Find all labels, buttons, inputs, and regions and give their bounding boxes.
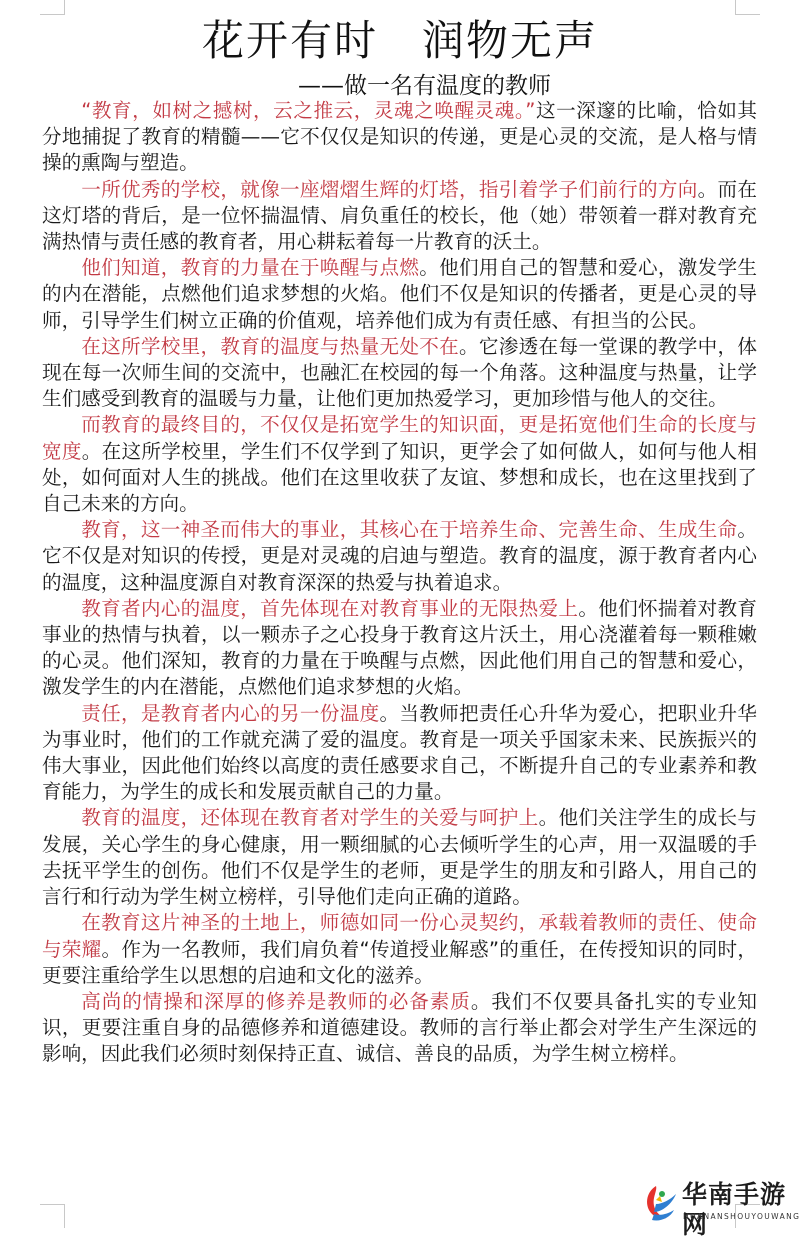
paragraph-lead: 在这所学校里，教育的温度与热量无处不在 (81, 334, 460, 358)
paragraph-text: 。在这所学校里，学生们不仅学到了知识，更学会了如何做人，如何与他人相处，如何面对人生的挑战。他们在这里收获了友谊、梦想和成长，也在这里找到了自己未来的方向。 (42, 439, 758, 516)
paragraph-text: 。当教师把责任心升华为爱心，把职业升华为事业时，他们的工作就充满了爱的温度。教育是一项关乎国家未来、民族振兴的伟大事业，因此他们始终以高度的责任感要求自己，不断提升自己的专业素养和教育能力，为学生的成长和发展贡献自己的力量。 (42, 701, 757, 804)
paragraph-text: 。而在这灯塔的背后，是一位怀揣温情、肩负重任的校长，他（她）带领着一群对教育充满热情与责任感的教育者，用心耕耘着每一片教育的沃土。 (42, 177, 758, 254)
paragraph (42, 910, 757, 989)
paragraph-lead: 教育的温度，还体现在教育者对学生的关爱与呵护上 (81, 806, 539, 830)
paragraph (42, 596, 757, 701)
crop-mark-top-left (40, 0, 65, 15)
watermark-pinyin: HUANANSHOUYOUWANG (683, 1212, 800, 1221)
paragraph-text: 。他们用自己的智慧和爱心，激发学生的内在潜能，点燃他们追求梦想的火焰。他们不仅是知识的传播者，更是心灵的导师，引导学生们树立正确的价值观，培养他们成为有责任感、有担当的公民。 (42, 256, 758, 332)
paragraph-lead: 一所优秀的学校，就像一座熠熠生辉的灯塔，指引着学子们前行的方向 (81, 177, 698, 201)
paragraph-text: 这一深邃的比喻，恰如其分地捕捉了教育的精髓——它不仅仅是知识的传递，更是心灵的交流，是人格与情操的熏陶与塑造。 (42, 99, 757, 175)
title-part-2: 润物无声 (422, 16, 599, 65)
paragraph-text: 。他们关注学生的成长与发展，关心学生的身心健康，用一颗细腻的心去倾听学生的心声，用一双温暖的手去抚平学生的创伤。他们不仅是学生的老师，更是学生的朋友和引路人，用自己的言行和行动为学生树立榜样，引导他们走向正确的道路。 (42, 806, 758, 909)
crop-mark-top-right (735, 0, 760, 15)
paragraph (42, 517, 757, 596)
paragraph-lead: 教育者内心的温度，首先体现在对教育事业的无限热爱上 (81, 596, 579, 620)
paragraph-text: 。他们怀揣着对教育事业的热情与执着，以一颗赤子之心投身于教育这片沃土，用心浇灌着每一颗稚嫩的心灵。他们深知，教育的力量在于唤醒与点燃，因此他们用自己的智慧和爱心，激发学生的内在潜能，点燃他们追求梦想的火焰。 (42, 596, 758, 699)
document-subtitle: ——做一名有温度的教师 (298, 73, 551, 99)
paragraph (42, 989, 757, 1068)
document-title (0, 14, 800, 68)
paragraph-lead: 高尚的情操和深厚的修养是教师的必备素质 (81, 989, 471, 1013)
swoosh-logo-icon (642, 1182, 678, 1222)
paragraph-lead: “教育，如树之撼树，云之推云，灵魂之唤醒灵魂。” (81, 99, 536, 122)
paragraph-lead: 他们知道，教育的力量在于唤醒与点燃 (81, 256, 420, 280)
paragraph-text: 。它不仅是对知识的传授，更是对灵魂的启迪与塑造。教育的温度，源于教育者内心的温度，这种温度源自对教育深深的热爱与执着追求。 (42, 518, 757, 594)
paragraph (42, 805, 757, 910)
paragraph-text: 。我们不仅要具备扎实的专业知识，更要注重自身的品德修养和道德建设。教师的言行举止都会对学生产生深远的影响，因此我们必须时刻保持正直、诚信、善良的品质，为学生树立榜样。 (42, 989, 758, 1066)
paragraph (42, 255, 757, 334)
crop-mark-bottom-left (40, 1204, 65, 1228)
paragraph (42, 98, 757, 177)
paragraph (42, 177, 757, 256)
watermark-logo (642, 1180, 800, 1239)
paragraph (42, 334, 757, 413)
paragraph-lead: 而教育的最终目的，不仅仅是拓宽学生的知识面，更是拓宽他们生命的长度与宽度 (42, 413, 757, 463)
paragraph (42, 412, 757, 517)
paragraph-text: 。作为一名教师，我们肩负着“传道授业解惑”的重任，在传授知识的同时，更要注重给学生以思想的启迪和文化的滋养。 (42, 937, 757, 987)
document-body (42, 98, 757, 1068)
watermark-name: 华南手游网 (682, 1180, 787, 1239)
paragraph-lead: 责任，是教育者内心的另一份温度 (81, 701, 380, 725)
paragraph-lead: 教育，这一神圣而伟大的事业，其核心在于培养生命、完善生命、生成生命 (81, 518, 738, 542)
paragraph (42, 701, 757, 806)
paragraph-text: 。它渗透在每一堂课的教学中，体现在每一次师生间的交流中，也融汇在校园的每一个角落。这种温度与热量，让学生们感受到教育的温暖与力量，让他们更加热爱学习，更加珍惜与他人的交往。 (42, 334, 758, 411)
paragraph-lead: 在教育这片神圣的土地上，师德如同一份心灵契约，承载着教师的责任、使命与荣耀 (42, 911, 757, 961)
title-part-1: 花开有时 (201, 16, 378, 65)
